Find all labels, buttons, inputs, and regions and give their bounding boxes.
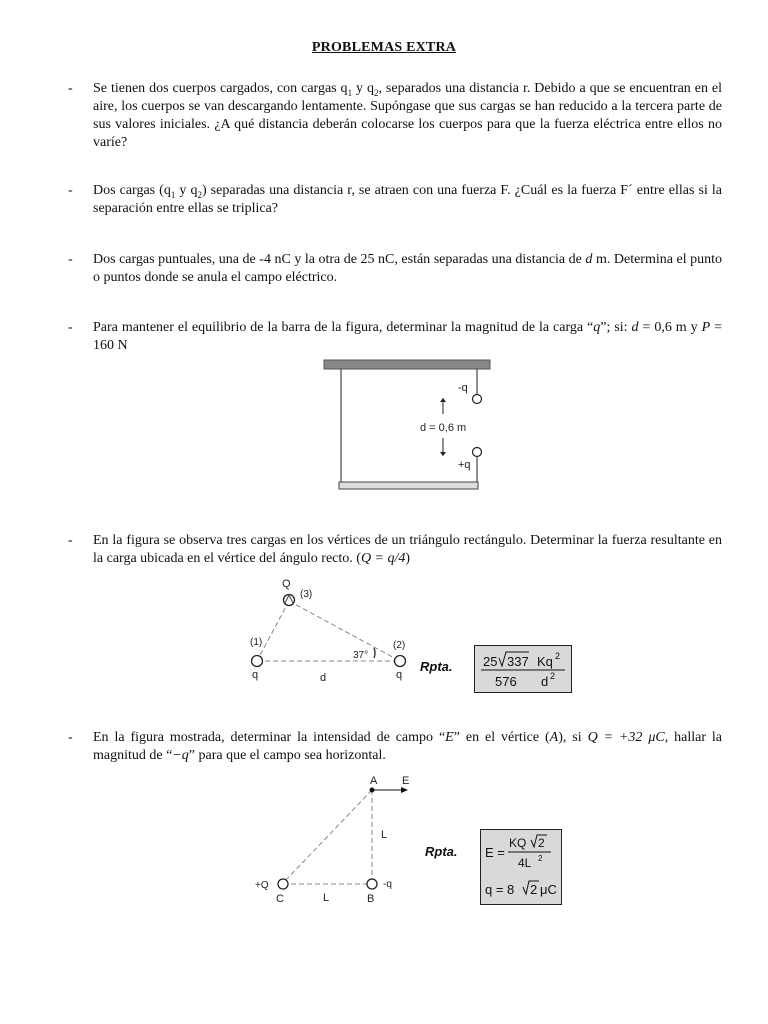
problem-3-text: Dos cargas puntuales, una de -4 nC y la otra de 25 nC, están separadas una distancia de d m. Determina el punto o puntos donde se anula el campo eléctrico. (93, 252, 722, 285)
bullet-dash: - (68, 730, 73, 745)
problem-1 (68, 80, 722, 152)
label-A: A (370, 775, 378, 787)
figure-triangle-field (250, 770, 420, 910)
triangle-side-hyp (289, 601, 400, 661)
ans-exp: 2 (555, 651, 561, 661)
positive-charge-circle (473, 448, 482, 457)
answer-label-6: Rpta. (425, 844, 458, 859)
problem-2 (68, 182, 722, 218)
label-q1: q (252, 669, 259, 681)
label-q2: q (396, 669, 403, 681)
ans6-E: E = (485, 845, 505, 860)
ans6-qrad: 2 (530, 882, 538, 897)
problem-5-text: En la figura se observa tres cargas en los vértices de un triángulo rectángulo. Determinar la fuerza resultante en la carga ubicada en el vértice del ángulo recto. (Q = q/4) (93, 533, 722, 566)
bullet-dash: - (68, 252, 73, 267)
arrow-up-icon (440, 398, 446, 402)
ans6-den-exp: 2 (538, 854, 543, 863)
side-AC (283, 790, 372, 883)
negative-charge-circle (473, 395, 482, 404)
ans6-unit: μC (540, 882, 557, 897)
angle-arc (374, 648, 375, 658)
label-C: C (276, 893, 284, 905)
answer-box-5 (474, 645, 572, 693)
charge-3-circle (284, 595, 295, 606)
triangle-side-left (257, 601, 289, 661)
arrow-down-icon (440, 452, 446, 456)
problem-2-text: Dos cargas ($q_1$ y $q_2$) separadas una distancia r, se atraen con una fuerza F. ¿Cuál es la fuerza F´ entre ellas si la separación entre ellas se triplica? (93, 183, 723, 216)
problem-1-text: Se tienen dos cuerpos cargados, con cargas $q_1$ y $q_2$, separados una distancia r. Debido a que se encuentran en el aire, los cuerpos se van descargando lentamente. Supóngase que sus cargas se han reducido a la tercera parte de sus valores iniciales. ¿A qué distancia deberán colocarse los cuerpos para que la fuerza eléctrica entre ellos no varíe? (93, 81, 723, 150)
label-E: E (402, 775, 410, 787)
label-neg-q: -q (458, 382, 468, 394)
label-angle: 37° (353, 650, 369, 661)
figure-right-triangle (240, 575, 430, 690)
problem-3 (68, 251, 722, 287)
ans6-KQ: KQ (509, 836, 527, 850)
label-n3: (3) (300, 589, 313, 600)
ans-d: d (541, 674, 549, 689)
figure-bar-equilibrium (320, 358, 495, 493)
charge-1-circle (252, 656, 263, 667)
page-title: PROBLEMAS EXTRA (311, 40, 457, 55)
bullet-dash: - (68, 533, 73, 548)
problem-4-text: Para mantener el equilibrio de la barra de la figura, determinar la magnitud de la carga “q”; si: d = 0,6 m y P = 160 N (93, 320, 722, 353)
problem-6 (68, 729, 722, 765)
charge-C-circle (278, 879, 288, 889)
problem-6-text: En la figura mostrada, determinar la intensidad de campo “E” en el vértice (A), si Q = +32 μC, hallar la magnitud de “−q” para que el campo sea horizontal. (93, 730, 723, 763)
bullet-dash: - (68, 81, 73, 96)
ceiling-bar (324, 360, 490, 369)
ans-den: 576 (495, 674, 517, 689)
ans-rad: 337 (507, 654, 529, 669)
ans-coef: 25 (483, 654, 498, 669)
label-L1: L (381, 829, 388, 841)
ans6-rad: 2 (538, 836, 545, 850)
label-n1: (1) (250, 637, 263, 648)
answer-label-5: Rpta. (420, 659, 453, 674)
label-pos-q: +q (458, 459, 471, 471)
label-minus-q: -q (383, 879, 392, 890)
label-Q: Q (282, 578, 291, 590)
bullet-dash: - (68, 320, 73, 335)
label-plus-Q: +Q (255, 880, 269, 891)
ans6-q: q = 8 (485, 882, 515, 897)
label-d: d (320, 672, 327, 684)
label-L2: L (323, 892, 330, 904)
charge-B-circle (367, 879, 377, 889)
floor-bar (339, 482, 478, 489)
ans6-den: 4L (518, 856, 532, 870)
arrow-right-icon (401, 787, 408, 793)
charge-2-circle (395, 656, 406, 667)
bullet-dash: - (68, 183, 73, 198)
problem-5 (68, 532, 722, 568)
ans-kq: Kq (537, 654, 553, 669)
ans-den-exp: 2 (550, 671, 556, 681)
problem-4 (68, 319, 722, 355)
answer-box-6 (480, 829, 562, 905)
label-B: B (367, 893, 375, 905)
label-distance: d = 0,6 m (420, 422, 467, 434)
label-n2: (2) (393, 640, 406, 651)
